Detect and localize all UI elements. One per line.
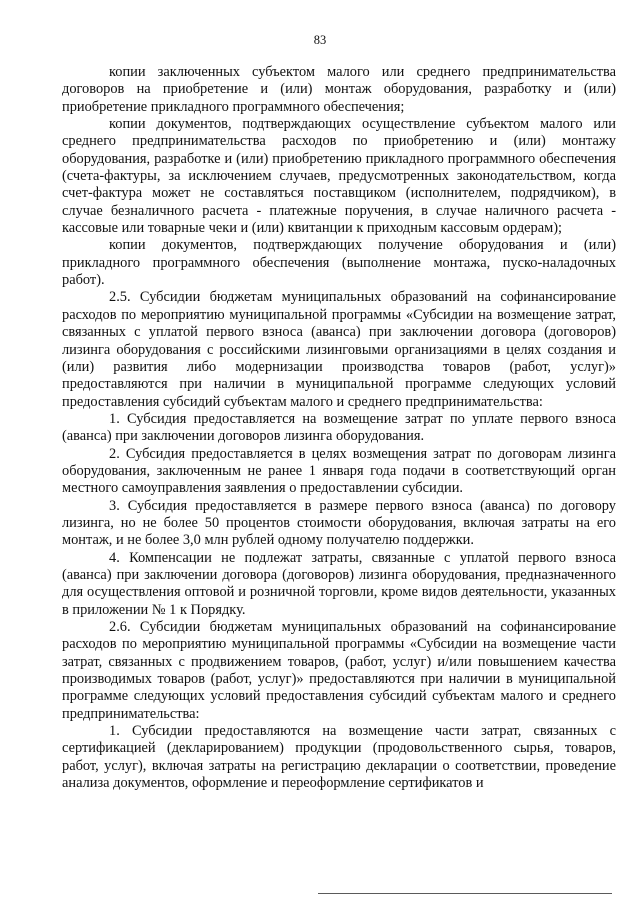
paragraph-contracts-copies: копии заключенных субъектом малого или среднего предпринимательства договоров на приобретение и (или) монтаж оборудования, разработку и (или) приобретение прикладного программного обеспечения;	[62, 64, 616, 115]
bottom-divider	[318, 893, 612, 894]
paragraph-section-2-6-item-1: 1. Субсидии предоставляются на возмещение части затрат, связанных с сертификацией (декларированием) продукции (продовольственного сырья, товаров, работ, услуг), включая затраты на регистрацию декларации о соответствии, проведение анализа документов, оформление и переоформление сертификатов и	[62, 723, 616, 792]
paragraph-section-2-5: 2.5. Субсидии бюджетам муниципальных образований на софинансирование расходов по мероприятию муниципальной программы «Субсидии на возмещение затрат, связанных с уплатой первого взноса (аванса) при заключении договора (договоров) лизинга оборудования с российскими лизинговыми организациями в целях создания и (или) развития либо модернизации производства товаров (работ, услуг)» предоставляются при наличии в муниципальной программе следующих условий предоставления субсидий субъектам малого и среднего предпринимательства:	[62, 289, 616, 410]
paragraph-section-2-6: 2.6. Субсидии бюджетам муниципальных образований на софинансирование расходов по мероприятию муниципальной программы «Субсидии на возмещение части затрат, связанных с продвижением товаров, (работ, услуг) и/или повышением качества производимых товаров (работ, услуг)» предоставляются при наличии в муниципальной программе следующих условий предоставления субсидий субъектам малого и среднего предпринимательства:	[62, 619, 616, 722]
paragraph-condition-4: 4. Компенсации не подлежат затраты, связанные с уплатой первого взноса (аванса) при заключении договора (договоров) лизинга оборудования, предназначенного для осуществления оптовой и розничной торговли, кроме видов деятельности, указанных в приложении № 1 к Порядку.	[62, 549, 616, 618]
paragraph-expense-documents: копии документов, подтверждающих осуществление субъектом малого или среднего предпринимательства расходов по приобретению и (или) монтажу оборудования, разработке и (или) приобретению прикладного программного обеспечения (счета-фактуры, за исключением случаев, предусмотренных законодательством, когда счет-фактура может не составляться поставщиком (исполнителем, подрядчиком), в случае безналичного расчета - платежные поручения, в случае наличного расчета - кассовые или товарные чеки и (или) квитанции к приходным кассовым ордерам);	[62, 116, 616, 237]
paragraph-condition-2: 2. Субсидия предоставляется в целях возмещения затрат по договорам лизинга оборудования, заключенным не ранее 1 января года подачи в соответствующий орган местного самоуправления заявления о предоставлении субсидии.	[62, 445, 616, 497]
page-number: 83	[313, 33, 327, 47]
paragraph-condition-3: 3. Субсидия предоставляется в размере первого взноса (аванса) по договору лизинга, но не более 50 процентов стоимости оборудования, включая затраты на его монтаж, и не более 3,0 млн рублей одному получателю поддержки.	[62, 497, 616, 549]
paragraph-receipt-documents: копии документов, подтверждающих получение оборудования и (или) прикладного программного обеспечения (выполнение монтажа, пуско-наладочных работ).	[62, 237, 616, 289]
document-body	[62, 64, 616, 792]
paragraph-condition-1: 1. Субсидия предоставляется на возмещение затрат по уплате первого взноса (аванса) при заключении договоров лизинга оборудования.	[62, 410, 616, 445]
